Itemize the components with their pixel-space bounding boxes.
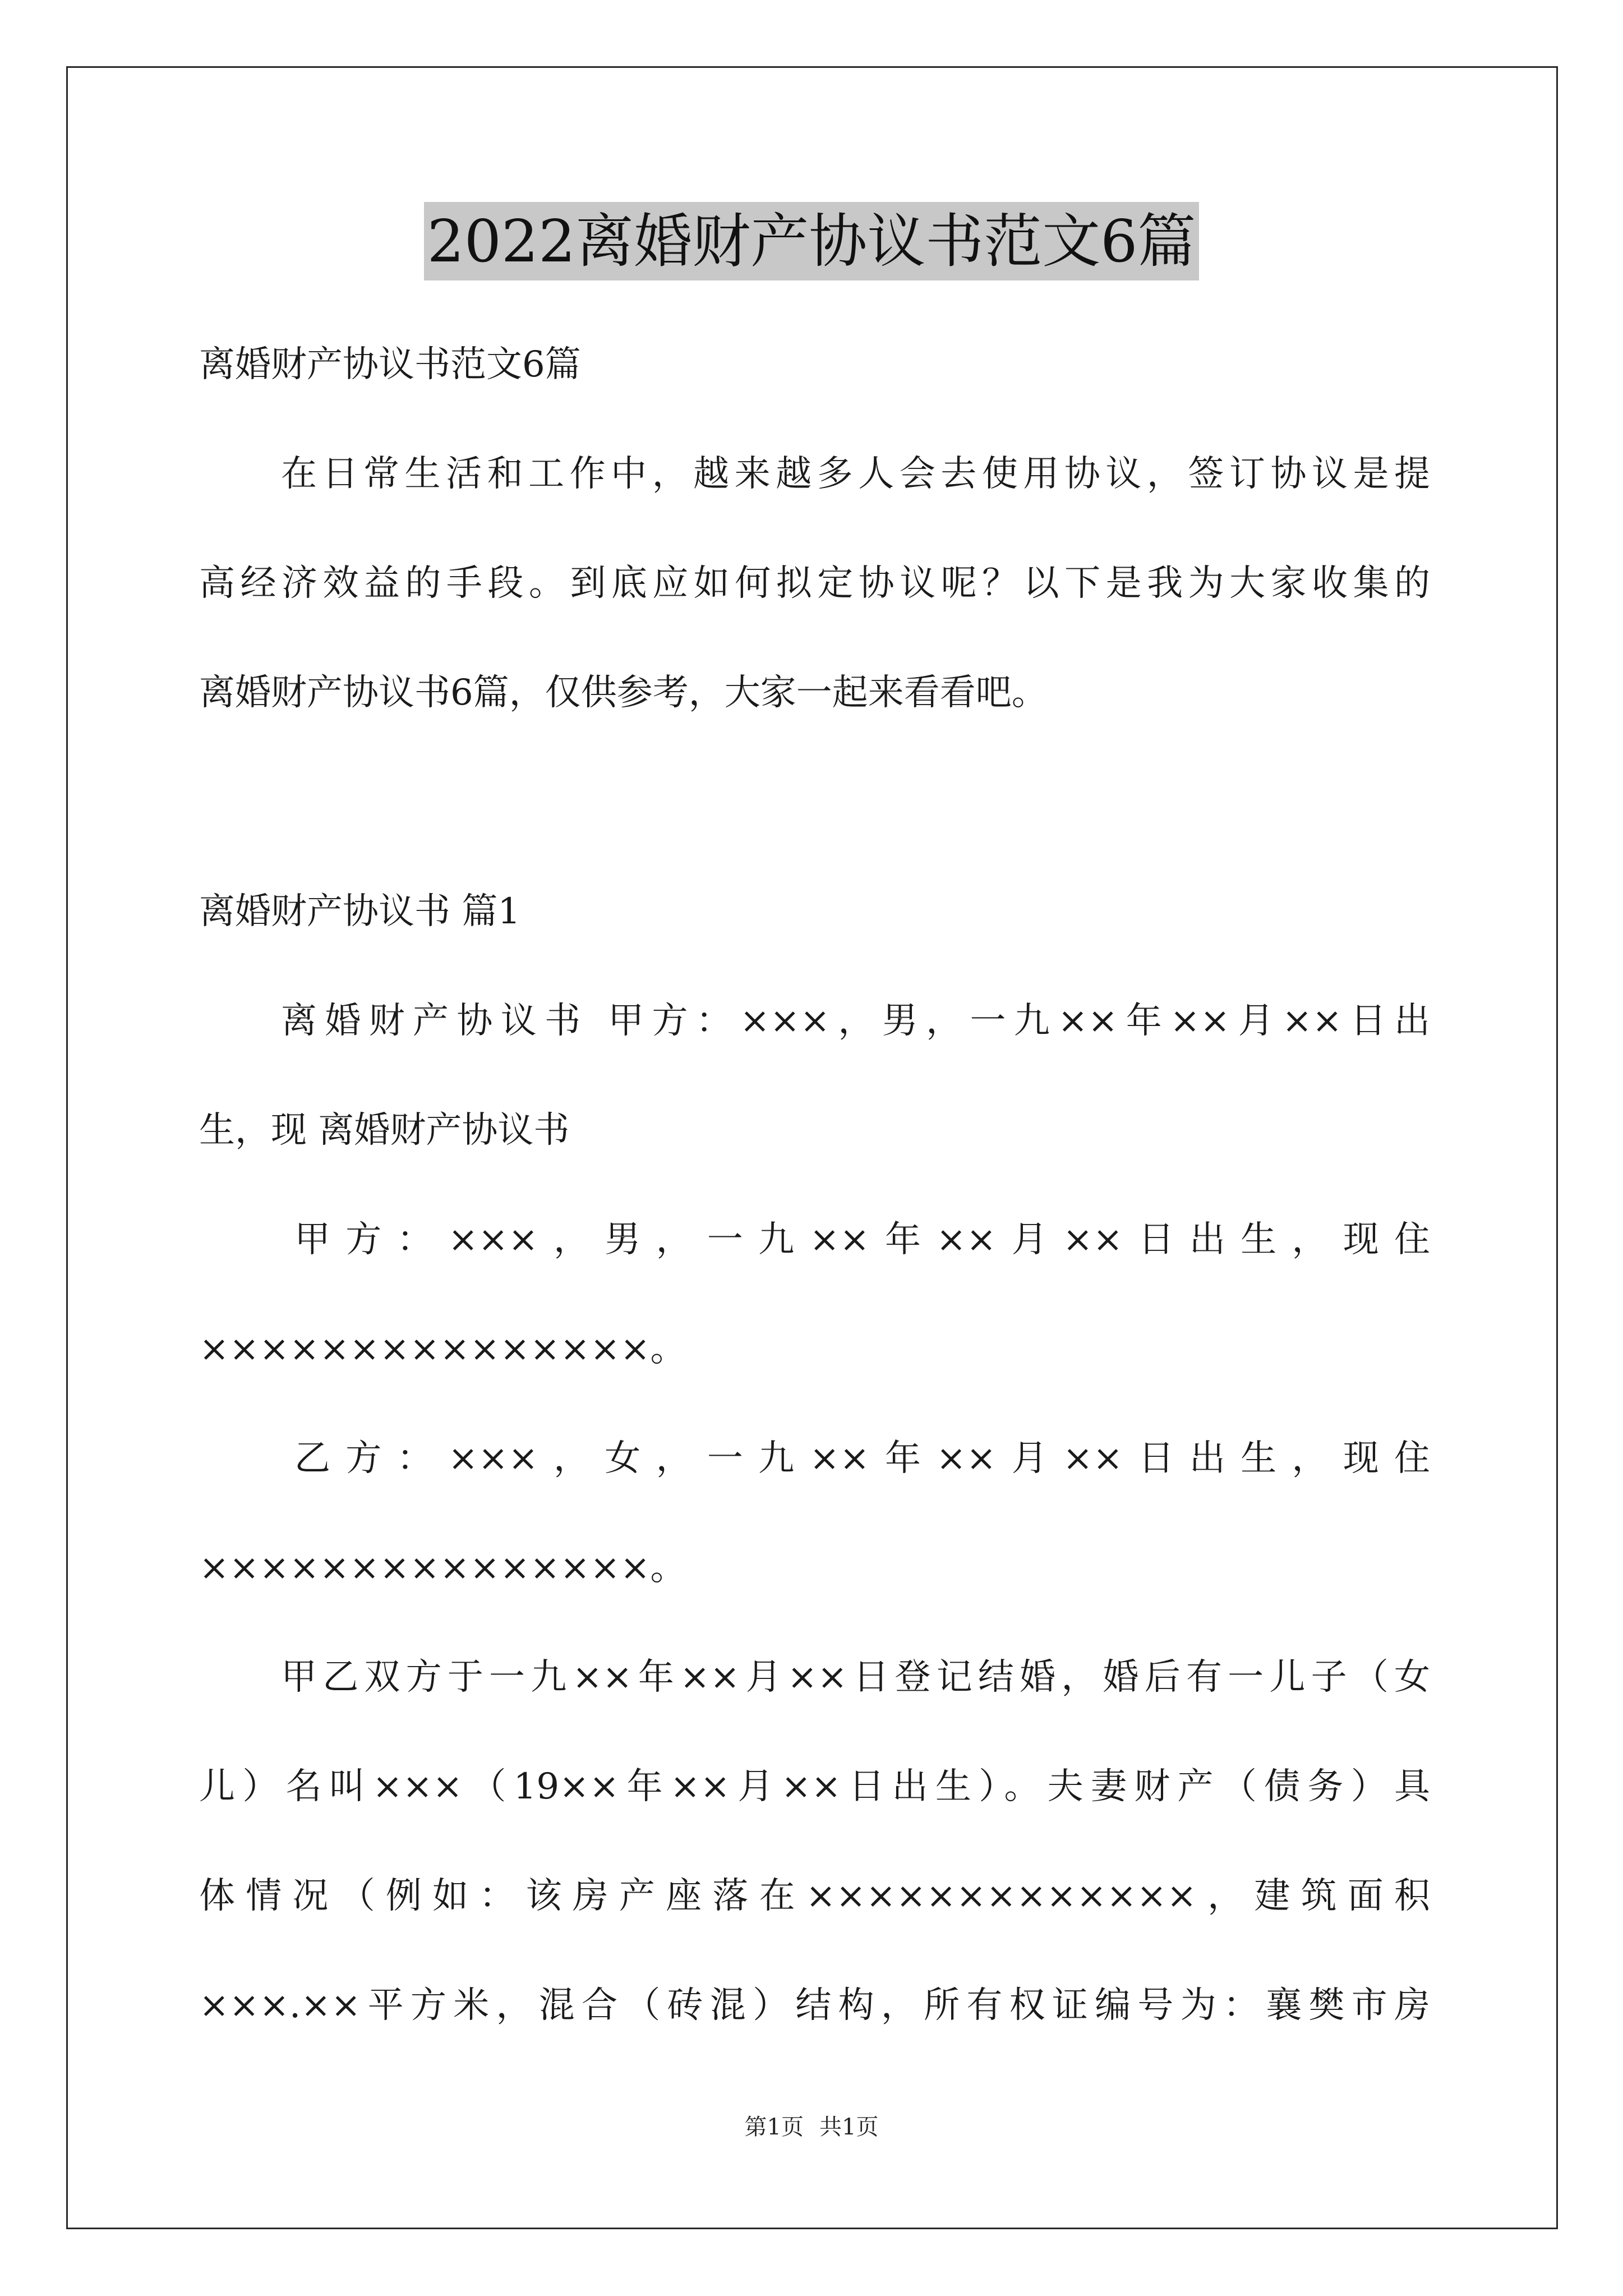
paragraph-line: 离婚财产协议书6篇，仅供参考，大家一起来看看吧。 bbox=[199, 672, 1048, 714]
paragraph-line: 乙方：×××，女，一九××年××月××日出生，现住 bbox=[294, 1438, 1430, 1479]
subtitle-line: 离婚财产协议书范文6篇 bbox=[199, 344, 581, 385]
paragraph-line: 甲方：×××，男，一九××年××月××日出生，现住 bbox=[294, 1219, 1430, 1260]
document-title-text: 2022离婚财产协议书范文6篇 bbox=[424, 202, 1200, 280]
paragraph-line: 体情况（例如：该房产座落在×××××××××××××，建筑面积 bbox=[199, 1875, 1430, 1917]
section-heading: 离婚财产协议书 篇1 bbox=[199, 891, 521, 932]
paragraph-line: ×××××××××××××××。 bbox=[199, 1328, 686, 1370]
page-number-current: 第1页 bbox=[744, 2114, 804, 2140]
paragraph-line: ×××××××××××××××。 bbox=[199, 1547, 686, 1589]
paragraph-line: 生，现 离婚财产协议书 bbox=[199, 1110, 570, 1151]
page-number-total: 共1页 bbox=[819, 2114, 879, 2140]
paragraph-line: 在日常生活和工作中，越来越多人会去使用协议，签订协议是提 bbox=[281, 453, 1430, 495]
paragraph-line: ×××.××平方米，混合（砖混）结构，所有权证编号为：襄樊市房 bbox=[199, 1985, 1430, 2026]
paragraph-line: 甲乙双方于一九××年××月××日登记结婚，婚后有一儿子（女 bbox=[281, 1657, 1430, 1698]
document-title bbox=[0, 202, 1623, 280]
paragraph-line: 离婚财产协议书 甲方：×××，男，一九××年××月××日出 bbox=[281, 1000, 1430, 1042]
page-footer bbox=[0, 2109, 1623, 2141]
paragraph-line: 高经济效益的手段。到底应如何拟定协议呢？以下是我为大家收集的 bbox=[199, 563, 1430, 604]
paragraph-line: 儿）名叫×××（19××年××月××日出生）。夫妻财产（债务）具 bbox=[199, 1766, 1430, 1807]
